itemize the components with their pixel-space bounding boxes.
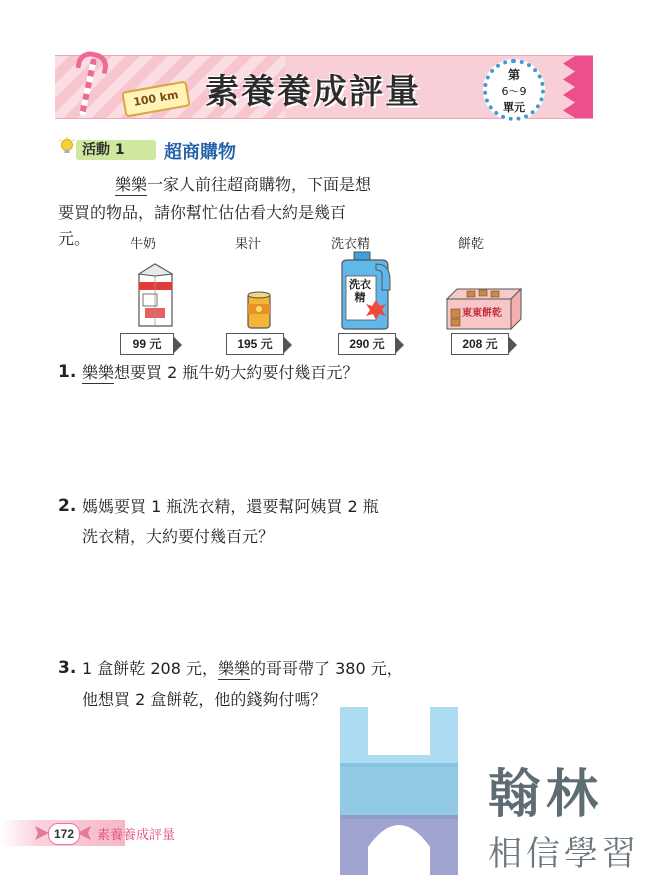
question-3-line-1-post: 的哥哥帶了 380 元， — [250, 659, 403, 678]
question-2-number: 2. — [58, 496, 77, 516]
milk-carton-icon — [133, 262, 178, 328]
question-3-line-1 — [82, 654, 403, 684]
character-name: 樂樂 — [82, 363, 115, 382]
product-label-milk: 牛奶 — [130, 237, 157, 252]
ribbon-left-icon — [33, 825, 49, 841]
intro-line-1-text: 一家人前往超商購物，下面是想 — [147, 175, 372, 194]
lightbulb-icon — [58, 137, 76, 155]
price-tag-milk: 99 元 — [120, 333, 174, 355]
question-1-line-1: 想要買 2 瓶牛奶大約要付幾百元？ — [114, 363, 359, 382]
page-title: 素養養成評量 — [205, 72, 421, 112]
price-tag-detergent: 290 元 — [338, 333, 396, 355]
juice-can-icon — [246, 290, 272, 330]
price-tag-juice: 195 元 — [226, 333, 284, 355]
page-number: 172 — [48, 823, 80, 845]
activity-title: 超商購物 — [164, 142, 236, 163]
product-label-detergent: 洗衣精 — [331, 237, 371, 252]
watermark-slogan: 相信學習 — [488, 834, 640, 874]
price-tag-cookies: 208 元 — [451, 333, 509, 355]
question-2-line-2: 洗衣精，大約要付幾百元？ — [82, 527, 275, 546]
intro-line-3: 元。 — [58, 229, 91, 248]
unit-label-prefix: 第 — [507, 68, 520, 82]
intro-line-2: 要買的物品，請你幫忙估估看大約是幾百 — [58, 203, 347, 222]
product-label-juice: 果汁 — [235, 237, 262, 252]
detergent-label-text: 洗衣精 — [349, 278, 371, 304]
question-1-number: 1. — [58, 362, 77, 382]
question-1-text — [82, 358, 358, 388]
footer-section-title: 素養養成評量 — [97, 828, 176, 843]
activity-tag: 活動 1 — [76, 140, 156, 160]
unit-range: 6～9 — [501, 85, 527, 98]
character-name: 樂樂 — [217, 659, 250, 678]
unit-label-suffix: 單元 — [503, 101, 525, 114]
question-3-line-1-pre: 1 盒餅乾 208 元， — [82, 659, 218, 678]
intro-line-1 — [115, 172, 371, 195]
question-2-line-1: 媽媽要買 1 瓶洗衣精，還要幫阿姨買 2 瓶 — [82, 497, 379, 516]
unit-badge — [483, 59, 545, 121]
product-label-cookies: 餅乾 — [458, 237, 485, 252]
watermark-brand: 翰林 — [488, 765, 605, 825]
banner-zigzag-edge — [563, 56, 593, 118]
question-3-line-2: 他想買 2 盒餅乾，他的錢夠付嗎？ — [82, 690, 327, 709]
character-name: 樂樂 — [115, 175, 148, 194]
km-sign-icon: 100 km — [121, 80, 191, 117]
hanlin-h-logo — [340, 707, 458, 875]
cookie-box-text: 東東餅乾 — [462, 308, 502, 319]
question-3-number: 3. — [58, 658, 77, 678]
